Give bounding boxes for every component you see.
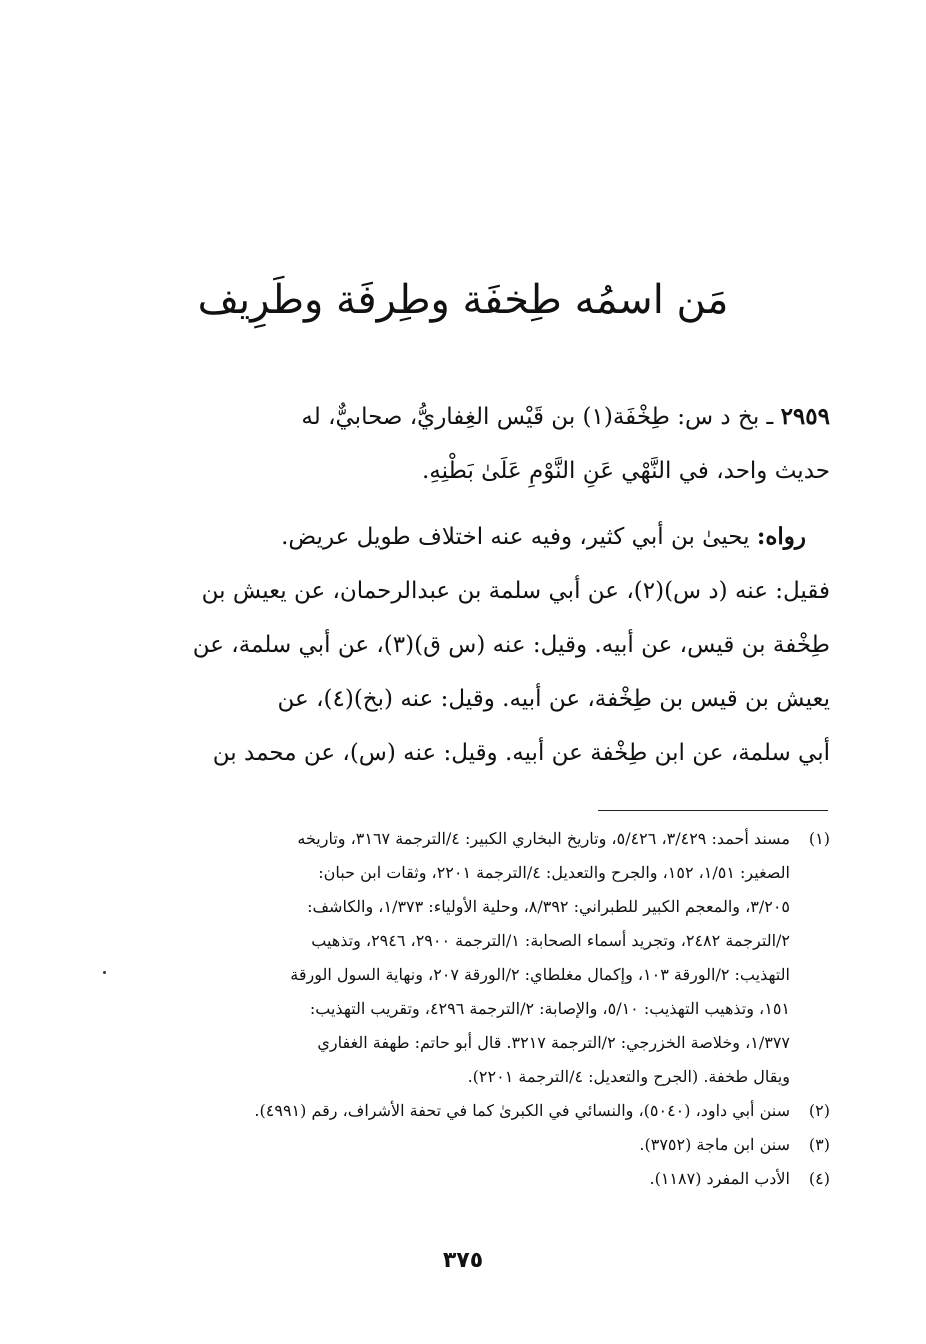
chapter-heading: مَن اسمُه طِخفَة وطِرفَة وطَرِيف <box>197 277 729 323</box>
entry-line-1-text: ـ بخ د س: طِخْفَة(١) بن قَيْس الغِفاريُّ، صحابيٌّ، له <box>301 404 781 430</box>
narrators-line-3: طِخْفة بن قيس، عن أبيه. وقيل: عنه (س ق)(٣)، عن أبي سلمة، عن <box>192 632 830 658</box>
footnote-2-line <box>130 1094 830 1128</box>
footnote-1-line-4: ٢/الترجمة ٢٤٨٢، وتجريد أسماء الصحابة: ١/الترجمة ٢٩٠٠، ٢٩٤٦، وتذهيب <box>311 931 790 950</box>
narrators-line-1 <box>130 510 830 564</box>
footnote-2-number: (٢) <box>808 1101 830 1120</box>
footnote-3 <box>130 1128 830 1162</box>
footnote-4-text: الأدب المفرد (١١٨٧). <box>649 1169 790 1188</box>
entry-line-1 <box>130 390 830 444</box>
footnote-1-line-3: ٣/٢٠٥، والمعجم الكبير للطبراني: ٨/٣٩٢، وحلية الأولياء: ١/٣٧٣، والكاشف: <box>307 897 790 916</box>
footnote-separator <box>598 810 828 811</box>
scan-speck <box>103 971 106 974</box>
footnote-2-text: سنن أبي داود، (٥٠٤٠)، والنسائي في الكبرىٰ كما في تحفة الأشراف، رقم (٤٩٩١). <box>254 1101 790 1120</box>
page-number: ٣٧٥ <box>442 1248 484 1273</box>
footnote-1-line-1 <box>130 822 830 856</box>
footnote-2 <box>130 1094 830 1128</box>
narrators-line-2: فقيل: عنه (د س)(٢)، عن أبي سلمة بن عبدالرحمان، عن يعيش بن <box>201 578 830 604</box>
entry-line-2: حديث واحد، في النَّهْي عَنِ النَّوْمِ عَلَىٰ بَطْنِهِ. <box>422 458 830 484</box>
footnote-1-line-8: ويقال طخفة. (الجرح والتعديل: ٤/الترجمة ٢٢٠١). <box>467 1067 790 1086</box>
footnote-3-number: (٣) <box>808 1135 830 1154</box>
footnote-3-text: سنن ابن ماجة (٣٧٥٢). <box>639 1135 790 1154</box>
footnote-1 <box>130 822 830 1094</box>
narrators-line-1-text: يحيىٰ بن أبي كثير، وفيه عنه اختلاف طويل عريض. <box>281 524 757 550</box>
rawahu-label: رواه: <box>756 523 806 550</box>
entry-number: ٢٩٥٩ <box>780 403 830 430</box>
footnote-1-line-5: التهذيب: ٢/الورقة ١٠٣، وإكمال مغلطاي: ٢/الورقة ٢٠٧، ونهاية السول الورقة <box>290 965 790 984</box>
narrators-paragraph <box>130 510 830 780</box>
footnote-4-line <box>130 1162 830 1196</box>
footnote-1-line-1-text: مسند أحمد: ٣/٤٢٩، ٥/٤٢٦، وتاريخ البخاري الكبير: ٤/الترجمة ٣١٦٧، وتاريخه <box>297 829 790 848</box>
narrators-line-5: أبي سلمة، عن ابن طِخْفة عن أبيه. وقيل: عنه (س)، عن محمد بن <box>212 740 830 766</box>
footnote-4 <box>130 1162 830 1196</box>
biography-entry <box>130 390 830 498</box>
footnotes <box>130 822 830 1196</box>
footnote-1-line-2: الصغير: ١/٥١، ١٥٢، والجرح والتعديل: ٤/الترجمة ٢٢٠١، وثقات ابن حبان: <box>318 863 790 882</box>
footnote-1-number: (١) <box>808 829 830 848</box>
footnote-4-number: (٤) <box>808 1169 830 1188</box>
footnote-1-line-7: ١/٣٧٧، وخلاصة الخزرجي: ٢/الترجمة ٣٢١٧. قال أبو حاتم: طهفة الغفاري <box>317 1033 790 1052</box>
narrators-line-4: يعيش بن قيس بن طِخْفة، عن أبيه. وقيل: عنه (بخ)(٤)، عن <box>277 686 830 712</box>
footnote-3-line <box>130 1128 830 1162</box>
footnote-1-line-6: ١٥١، وتذهيب التهذيب: ٥/١٠، والإصابة: ٢/الترجمة ٤٢٩٦، وتقريب التهذيب: <box>309 999 790 1018</box>
